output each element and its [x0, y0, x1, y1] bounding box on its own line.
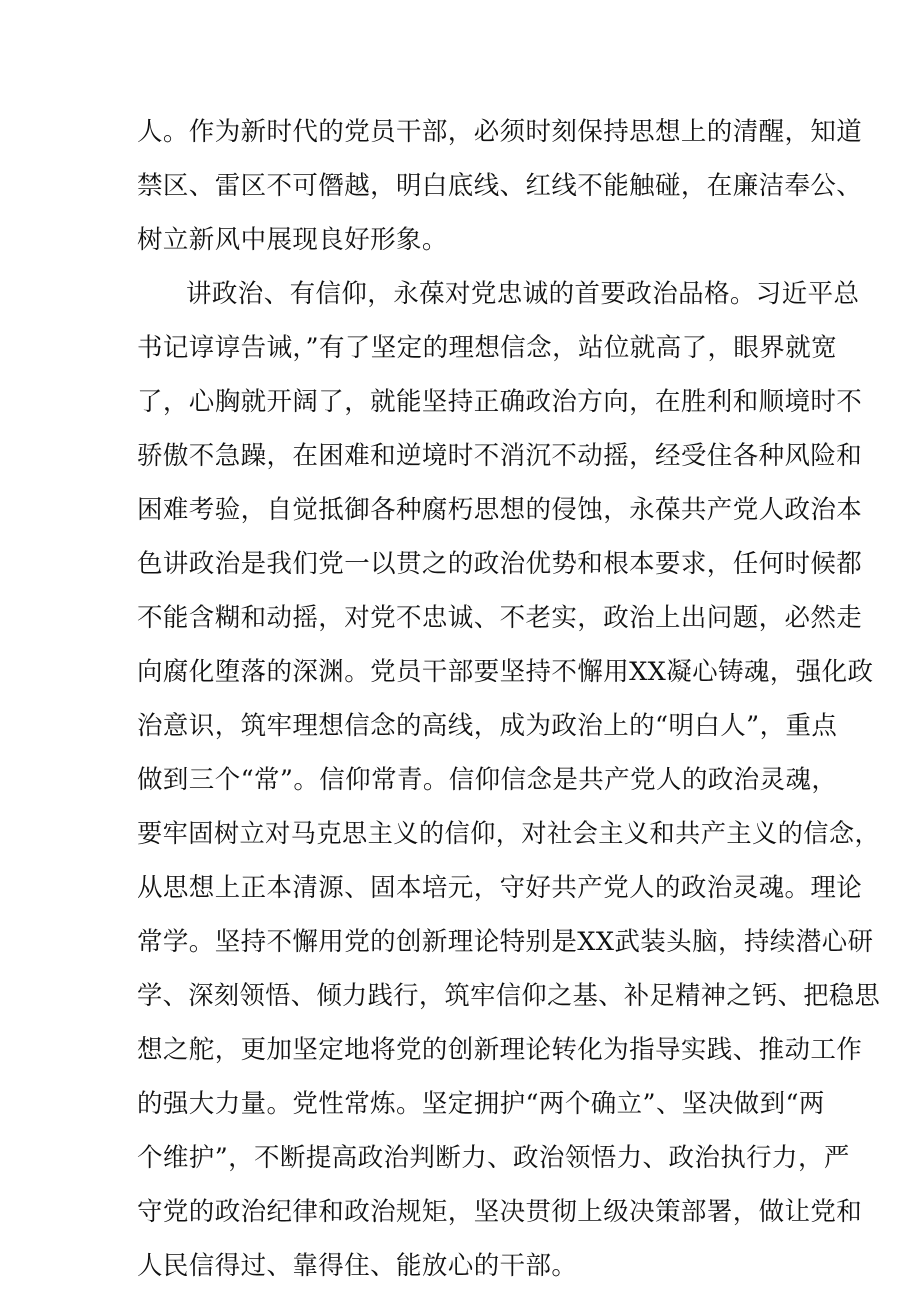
text-line: 骄傲不急躁，在困难和逆境时不消沉不动摇，经受住各种风险和 — [137, 441, 863, 471]
text-line: 树立新风中展现良好形象。 — [137, 225, 448, 255]
text-line: 不能含糊和动摇，对党不忠诚、不老实，政治上出问题，必然走 — [137, 603, 863, 633]
text-line: 学、深刻领悟、倾力践行，筑牢信仰之基、补足精神之钙、把稳思 — [137, 981, 881, 1011]
text-line: 从思想上正本清源、固本培元，守好共产党人的政治灵魂。理论 — [137, 873, 863, 903]
text-line: 书记谆谆告诫，”有了坚定的理想信念，站位就高了，眼界就宽 — [137, 333, 837, 363]
text-line: 守党的政治纪律和政治规矩，坚决贯彻上级决策部署，做让党和 — [137, 1197, 863, 1227]
text-line: 向腐化堕落的深渊。党员干部要坚持不懈用XX凝心铸魂，强化政 — [137, 657, 874, 687]
text-line: 要牢固树立对马克思主义的信仰，对社会主义和共产主义的信念， — [137, 819, 881, 849]
text-line: 人民信得过、靠得住、能放心的干部。 — [137, 1251, 578, 1281]
text-line: 人。作为新时代的党员干部，必须时刻保持思想上的清醒，知道 — [137, 117, 863, 147]
text-line: 想之舵，更加坚定地将党的创新理论转化为指导实践、推动工作 — [137, 1035, 863, 1065]
text-line: 治意识，筑牢理想信念的高线，成为政治上的“明白人”，重点 — [137, 711, 838, 741]
text-line: 困难考验，自觉抵御各种腐朽思想的侵蚀，永葆共产党人政治本 — [137, 495, 863, 525]
text-line: 禁区、雷区不可僭越，明白底线、红线不能触碰，在廉洁奉公、 — [137, 171, 863, 201]
text-line: 了，心胸就开阔了，就能坚持正确政治方向，在胜利和顺境时不 — [137, 387, 863, 417]
text-line: 讲政治、有信仰，永葆对党忠诚的首要政治品格。习近平总 — [186, 279, 860, 309]
text-line: 的强大力量。党性常炼。坚定拥护“两个确立”、坚决做到“两 — [137, 1089, 825, 1119]
text-line: 常学。坚持不懈用党的创新理论特别是XX武装头脑，持续潜心研 — [137, 927, 874, 957]
text-line: 个维护”，不断提高政治判断力、政治领悟力、政治执行力，严 — [137, 1143, 850, 1173]
text-line: 做到三个“常”。信仰常青。信仰信念是共产党人的政治灵魂， — [137, 765, 838, 795]
text-line: 色讲政治是我们党一以贯之的政治优势和根本要求，任何时候都 — [137, 549, 863, 579]
